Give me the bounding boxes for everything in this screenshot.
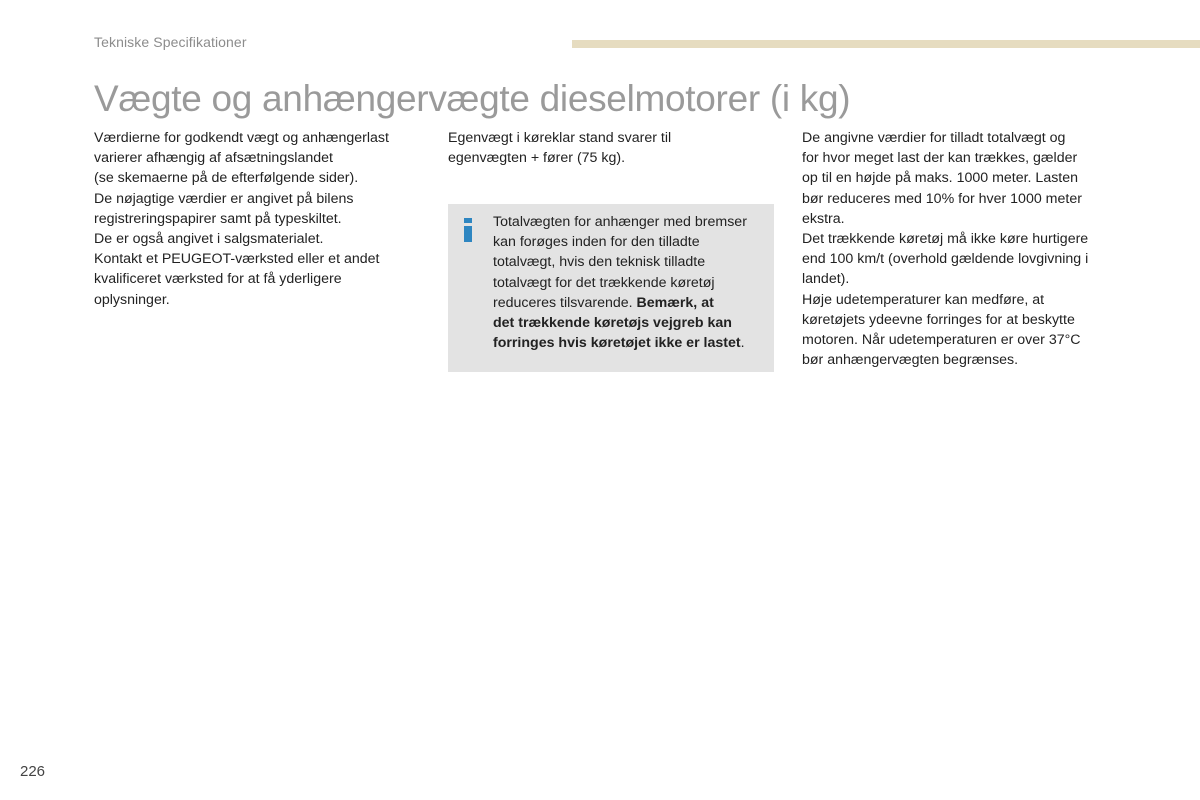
info-line: totalvægt for det trækkende køretøj [493, 274, 715, 291]
info-icon [464, 218, 472, 242]
info-line-bold: forringes hvis køretøjet ikke er lastet. [493, 335, 745, 352]
text-line: for hvor meget last der kan trækkes, gælder [802, 150, 1078, 167]
text-line: motoren. Når udetemperaturen er over 37°C [802, 332, 1081, 349]
text-line: egenvægten + fører (75 kg). [448, 150, 626, 167]
info-line-bold: Bemærk, at [636, 294, 714, 311]
text-line: De er også angivet i salgsmaterialet. [94, 231, 324, 248]
text-line: oplysninger. [94, 291, 170, 308]
text-line: bør anhængervægten begrænses. [802, 352, 1019, 369]
info-line [493, 293, 769, 313]
text-line: Værdierne for godkendt vægt og anhængerlast [94, 130, 389, 146]
info-text [493, 212, 769, 353]
text-line: ekstra. [802, 210, 845, 227]
text-line: Egenvægt i køreklar stand svarer til [448, 130, 672, 146]
info-line: kan forøges inden for den tilladte [493, 234, 700, 251]
text-line: registreringspapirer samt på typeskiltet. [94, 210, 342, 227]
info-line-period: . [740, 335, 745, 352]
column-intro [94, 128, 434, 310]
section-label: Tekniske Specifikationer [94, 34, 247, 50]
text-line: De angivne værdier for tilladt totalvægt og [802, 130, 1066, 146]
text-line: bør reduceres med 10% for hver 1000 meter [802, 190, 1082, 207]
text-line: kvalificeret værksted for at få yderligere [94, 271, 342, 288]
text-line: op til en højde på maks. 1000 meter. Lasten [802, 170, 1079, 187]
header-rule [572, 40, 1200, 48]
info-line-normal: reduceres tilsvarende. [493, 294, 637, 311]
text-line: De nøjagtige værdier er angivet på bilens [94, 190, 354, 207]
text-line: (se skemaerne på de efterfølgende sider). [94, 170, 359, 187]
info-line: totalvægt, hvis den teknisk tilladte [493, 254, 706, 271]
text-line: landet). [802, 271, 850, 288]
column-curb-weight [448, 128, 778, 168]
text-line: varierer afhængig af afsætningslandet [94, 150, 333, 167]
info-box [448, 204, 774, 372]
text-line: end 100 km/t (overhold gældende lovgivning i [802, 251, 1089, 268]
page-title: Vægte og anhængervægte dieselmotorer (i kg) [94, 78, 851, 119]
info-line: Totalvægten for anhænger med bremser [493, 214, 747, 230]
column-limits [802, 128, 1132, 370]
info-line-bold: det trækkende køretøjs vejgreb kan [493, 315, 732, 332]
text-line: Det trækkende køretøj må ikke køre hurtigere [802, 231, 1089, 248]
text-line: Kontakt et PEUGEOT-værksted eller et andet [94, 251, 380, 268]
text-line: køretøjets ydeevne forringes for at beskytte [802, 311, 1075, 328]
text-line: Høje udetemperaturer kan medføre, at [802, 291, 1045, 308]
page-number: 226 [20, 763, 46, 780]
